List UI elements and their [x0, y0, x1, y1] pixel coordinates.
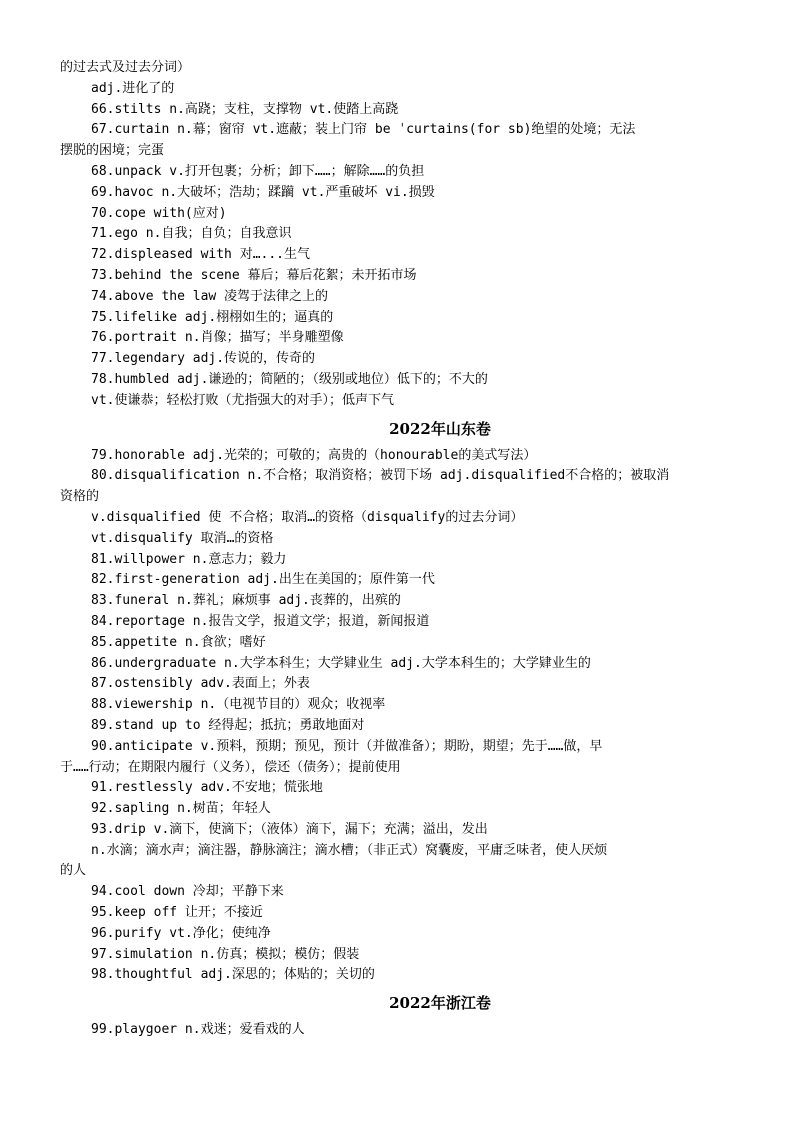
vocab-entry-line: 85.appetite n.食欲；嗜好 — [91, 634, 266, 650]
vocab-entry-line: 78.humbled adj.谦逊的；简陋的；（级别或地位）低下的；不大的 — [91, 371, 488, 387]
vocab-entry-line: 75.lifelike adj.栩栩如生的；逼真的 — [91, 309, 334, 325]
vocab-entry-line: 95.keep off 让开；不接近 — [91, 905, 263, 921]
vocab-entry-line: 73.behind the scene 幕后；幕后花絮；未开拓市场 — [91, 267, 417, 283]
vocab-entry-line: 86.undergraduate n.大学本科生；大学肄业生 adj.大学本科生的；大学肄业生的 — [91, 655, 591, 671]
vocab-entry-line: vt.使谦恭；轻松打败（尤指强大的对手）；低声下气 — [91, 392, 394, 408]
wrapped-continuation-line: 的过去式及过去分词） — [60, 60, 191, 75]
vocab-entry-line: 79.honorable adj.光荣的；可敬的；高贵的（honourable的美式写法） — [91, 447, 537, 463]
vocab-entry-line: 80.disqualification n.不合格；取消资格；被罚下场 adj.disqualified不合格的；被取消 — [91, 468, 670, 484]
vocab-entry-line: 97.simulation n.仿真；模拟；模仿；假装 — [91, 946, 360, 962]
vocab-entry-line: 70.cope with(应对) — [91, 205, 227, 221]
section-heading: 2022年山东卷 — [389, 419, 491, 438]
vocab-entry-line: 81.willpower n.意志力；毅力 — [91, 551, 287, 567]
vocab-entry-line: 93.drip v.滴下，使滴下；（液体）滴下，漏下；充满；溢出，发出 — [91, 821, 488, 837]
vocab-entry-line: 82.first-generation adj.出生在美国的；原件第一代 — [91, 572, 435, 588]
vocab-entry-line: 83.funeral n.葬礼；麻烦事 adj.丧葬的，出殡的 — [91, 593, 401, 609]
vocab-entry-line: 94.cool down 冷却；平静下来 — [91, 884, 284, 900]
vocab-entry-line: 90.anticipate v.预料，预期；预见，预计（并做准备）；期盼，期望；先于……做，早 — [91, 738, 603, 754]
vocab-entry-line: vt.disqualify 取消…的资格 — [91, 530, 274, 546]
vocab-entry-line: 69.havoc n.大破坏；浩劫；蹂躏 vt.严重破坏 vi.损毁 — [91, 184, 435, 200]
vocab-entry-line: 76.portrait n.肖像；描写；半身雕塑像 — [91, 330, 344, 346]
document-page — [60, 58, 740, 1041]
vocab-entry-line: 96.purify vt.净化；使纯净 — [91, 925, 271, 941]
wrapped-continuation-line: 于……行动；在期限内履行（义务），偿还（债务）；提前使用 — [60, 759, 401, 775]
wrapped-continuation-line: 的人 — [60, 863, 87, 879]
vocab-entry-line: 88.viewership n.（电视节目的）观众；收视率 — [91, 697, 386, 713]
vocab-entry-line: 99.playgoer n.戏迷；爱看戏的人 — [91, 1022, 305, 1038]
vocab-entry-line: 84.reportage n.报告文学，报道文学；报道，新闻报道 — [91, 613, 430, 629]
vocab-entry-line: 91.restlessly adv.不安地；慌张地 — [91, 780, 323, 796]
vocab-entry-line: v.disqualified 使 不合格；取消…的资格（disqualify的过去分词） — [91, 509, 524, 525]
vocab-entry-line: adj.进化了的 — [91, 80, 175, 96]
vocab-entry-line: 89.stand up to 经得起；抵抗；勇敢地面对 — [91, 717, 365, 733]
vocab-entry-line: 74.above the law 凌驾于法律之上的 — [91, 288, 329, 304]
vocab-entry-line: 77.legendary adj.传说的，传奇的 — [91, 351, 316, 367]
vocab-entry-line: 66.stilts n.高跷；支柱，支撑物 vt.使踏上高跷 — [91, 101, 399, 117]
vocab-entry-line: 71.ego n.自我；自负；自我意识 — [91, 226, 292, 242]
wrapped-continuation-line: 资格的 — [60, 489, 100, 505]
wrapped-continuation-line: 摆脱的困境；完蛋 — [60, 143, 165, 159]
vocab-entry-line: 67.curtain n.幕；窗帘 vt.遮蔽；装上门帘 be ˈcurtains(for sb)绝望的处境；无法 — [91, 122, 636, 138]
vocab-entry-line: 72.displeased with 对…...生气 — [91, 247, 311, 263]
section-heading: 2022年浙江卷 — [389, 994, 491, 1013]
vocab-entry-line: 87.ostensibly adv.表面上；外表 — [91, 676, 310, 692]
vocab-entry-line: 68.unpack v.打开包裹；分析；卸下……；解除……的负担 — [91, 163, 425, 179]
vocab-entry-line: 98.thoughtful adj.深思的；体贴的；关切的 — [91, 967, 375, 983]
vocab-entry-line: n.水滴；滴水声；滴注器，静脉滴注；滴水槽；（非正式）窝囊废，平庸乏味者，使人厌烦 — [91, 842, 608, 858]
vocab-entry-line: 92.sapling n.树苗；年轻人 — [91, 801, 271, 817]
